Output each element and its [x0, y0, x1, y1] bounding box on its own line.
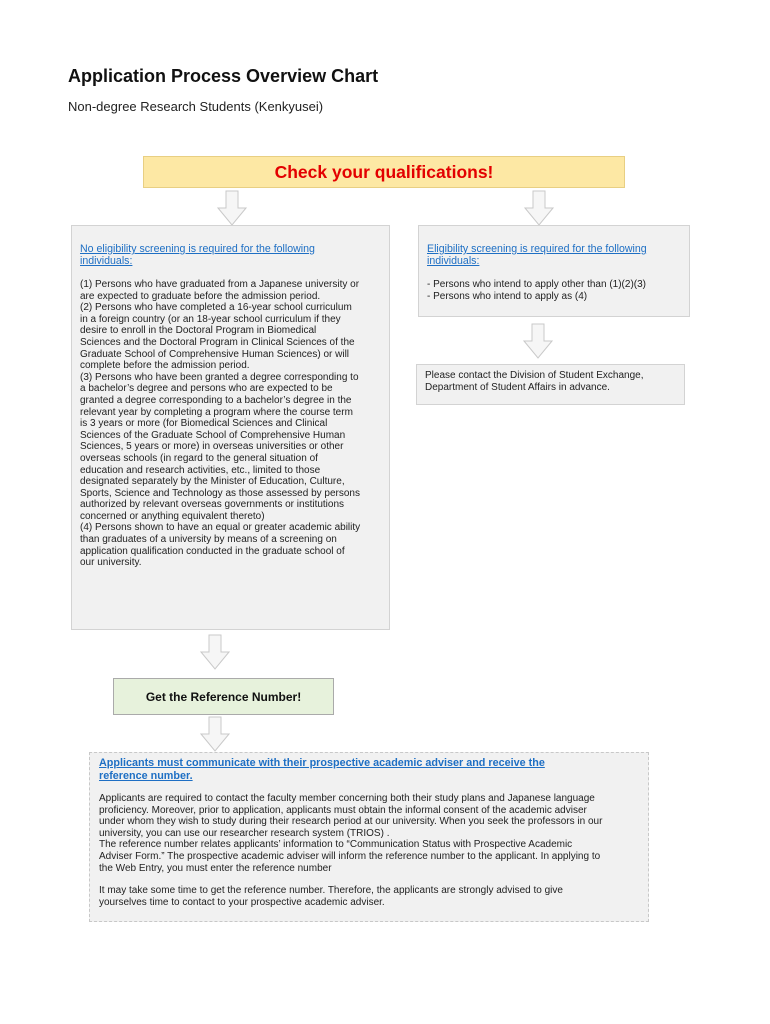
screening-required-criteria: - Persons who intend to apply other than (1)(2)(3) - Persons who intend to apply as (4) [427, 279, 646, 302]
get-reference-number-box: Get the Reference Number! [113, 678, 334, 715]
down-arrow-icon [200, 634, 230, 670]
down-arrow-icon [200, 716, 230, 752]
adviser-time-advice-paragraph: It may take some time to get the reference number. Therefore, the applicants are strongly advised to give yourselves time to contact to your prospective academic adviser. [99, 885, 563, 908]
page-subtitle: Non-degree Research Students (Kenkyusei) [68, 99, 324, 114]
adviser-communication-paragraph: Applicants are required to contact the faculty member concerning both their study plans and Japanese language proficiency. Moreover, prior to application, applicants must obtain the informal consent of the academic adviser under whom they wish to study during their research period at our university. When you seek the professors in our university, you can use our researcher research system (TRIOS) . The reference number relates applicants’ information to “Communication Status with Prospective Academic Adviser Form.” The prospective academic adviser will inform the reference number to the applicant. In applying to the Web Entry, you must enter the reference number [99, 793, 603, 874]
down-arrow-icon [524, 190, 554, 226]
screening-required-heading[interactable]: Eligibility screening is required for the following individuals: [427, 243, 647, 267]
contact-division-box: Please contact the Division of Student Exchange, Department of Student Affairs in advance. [416, 364, 685, 405]
no-screening-box [71, 225, 390, 630]
no-screening-criteria: (1) Persons who have graduated from a Japanese university or are expected to graduate before the admission period. (2) Persons who have completed a 16-year school curriculum in a foreign country (or an 18-year school curriculum if they desire to enroll in the Doctoral Program in Biomedical Sciences and the Doctoral Program in Clinical Sciences of the Graduate School of Comprehensive Human Sciences) or will complete before the admission period. (3) Persons who have been granted a degree corresponding to a bachelor’s degree and persons who are expected to be granted a degree corresponding to a bachelor’s degree in the relevant year by completing a program where the course term is 3 years or more (for Biomedical Sciences and Clinical Sciences of the Graduate School of Comprehensive Human Sciences, 5 years or more) in overseas universities or other overseas schools (in regard to the general situation of education and research activities, etc., limited to those designated separately by the Minister of Education, Culture, Sports, Science and Technology as those assessed by persons authorized by relevant overseas governments or institutions concerned or anything equivalent thereto) (4) Persons shown to have an equal or greater academic ability than graduates of a university by means of a screening on application qualification conducted in the graduate school of our university. [80, 279, 361, 569]
screening-required-box [418, 225, 690, 317]
no-screening-heading[interactable]: No eligibility screening is required for the following individuals: [80, 243, 315, 267]
down-arrow-icon [523, 323, 553, 359]
down-arrow-icon [217, 190, 247, 226]
adviser-communication-heading[interactable]: Applicants must communicate with their prospective academic adviser and receive the reference number. [99, 757, 545, 782]
check-qualifications-banner: Check your qualifications! [143, 156, 625, 188]
adviser-communication-box [89, 752, 649, 922]
page-title: Application Process Overview Chart [68, 66, 379, 86]
